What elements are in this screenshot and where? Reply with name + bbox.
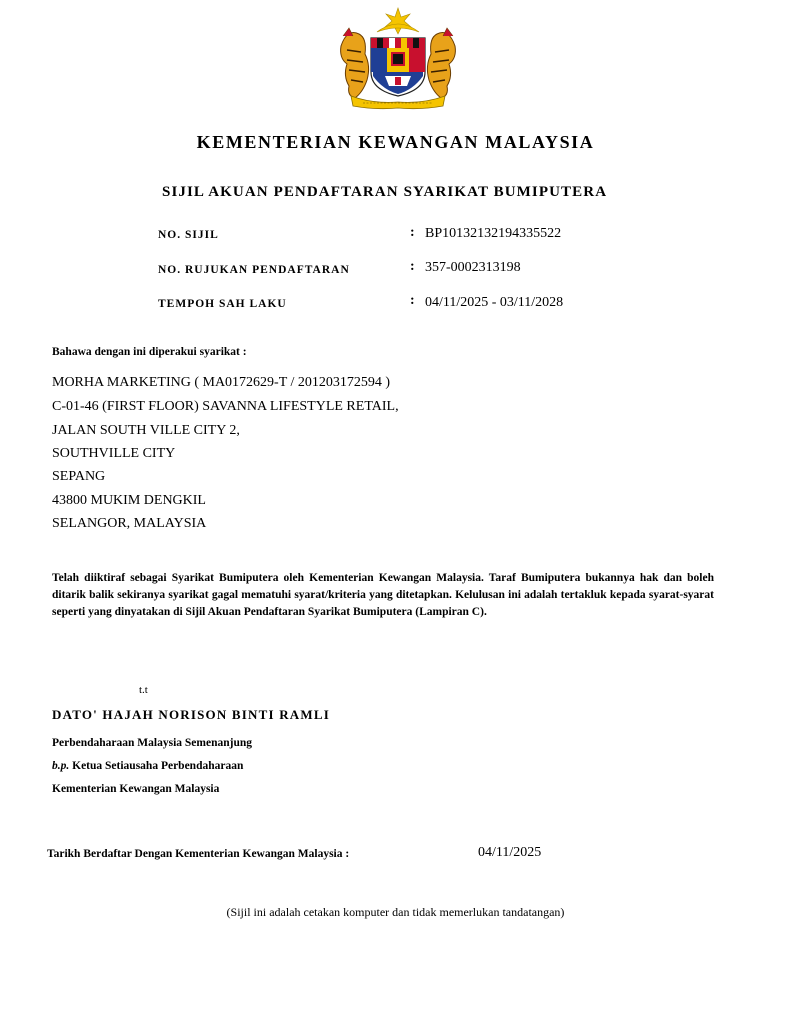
signatory-name: DATO' HAJAH NORISON BINTI RAMLI (52, 707, 330, 722)
computer-generated-note: (Sijil ini adalah cetakan komputer dan tidak memerlukan tandatangan) (226, 905, 565, 919)
address-line: SELANGOR, MALAYSIA (52, 516, 207, 531)
certification-intro: Bahawa dengan ini diperakui syarikat : (52, 346, 247, 358)
signatory-office: Perbendaharaan Malaysia Semenanjung (52, 737, 252, 749)
crest-scroll (351, 96, 445, 109)
crest-right-tiger (427, 33, 455, 99)
bp-prefix: b.p. (52, 760, 70, 772)
signatory-title (52, 760, 243, 772)
ministry-title: KEMENTERIAN KEWANGAN MALAYSIA (196, 132, 595, 152)
registration-reference-value: 357-0002313198 (425, 260, 521, 275)
signatory-title-text: Ketua Setiausaha Perbendaharaan (72, 760, 244, 772)
validity-period-label: TEMPOH SAH LAKU (158, 298, 287, 310)
crest-shield (371, 38, 425, 96)
address-line: 43800 MUKIM DENGKIL (52, 493, 206, 508)
registration-reference-colon: : (410, 259, 415, 274)
certificate-number-label: NO. SIJIL (158, 229, 219, 241)
address-line: SEPANG (52, 469, 106, 484)
address-line: C-01-46 (FIRST FLOOR) SAVANNA LIFESTYLE RETAIL, (52, 399, 399, 414)
company-name-line: MORHA MARKETING ( MA0172629-T / 201203172594 ) (52, 375, 391, 390)
crest-star (385, 8, 411, 34)
validity-period-colon: : (410, 293, 415, 308)
signature-mark: t.t (139, 684, 148, 696)
certificate-number-colon: : (410, 225, 415, 240)
malaysia-coat-of-arms-icon (333, 6, 463, 110)
registration-date-value: 04/11/2025 (478, 845, 542, 860)
address-line: JALAN SOUTH VILLE CITY 2, (52, 423, 240, 438)
certificate-number-value: BP10132132194335522 (425, 226, 562, 241)
signatory-ministry: Kementerian Kewangan Malaysia (52, 783, 220, 795)
certificate-title: SIJIL AKUAN PENDAFTARAN SYARIKAT BUMIPUTERA (162, 184, 608, 200)
registration-reference-label: NO. RUJUKAN PENDAFTARAN (158, 264, 350, 276)
crest-left-tiger (341, 33, 369, 99)
address-line: SOUTHVILLE CITY (52, 446, 176, 461)
registration-date-label: Tarikh Berdaftar Dengan Kementerian Kewangan Malaysia : (47, 848, 350, 860)
recognition-statement: Telah diiktiraf sebagai Syarikat Bumiputera oleh Kementerian Kewangan Malaysia. Taraf Bumiputera bukannya hak dan boleh ditarik balik sekiranya syarikat gagal mematuhi syarat/kriteria yang ditetapkan. Kelulusan ini adalah tertakluk kepada syarat-syarat seperti yang dinyatakan di Sijil Akuan Pendaftaran Syarikat Bumiputera (Lampiran C). (52, 572, 714, 618)
validity-period-value: 04/11/2025 - 03/11/2028 (425, 295, 564, 310)
